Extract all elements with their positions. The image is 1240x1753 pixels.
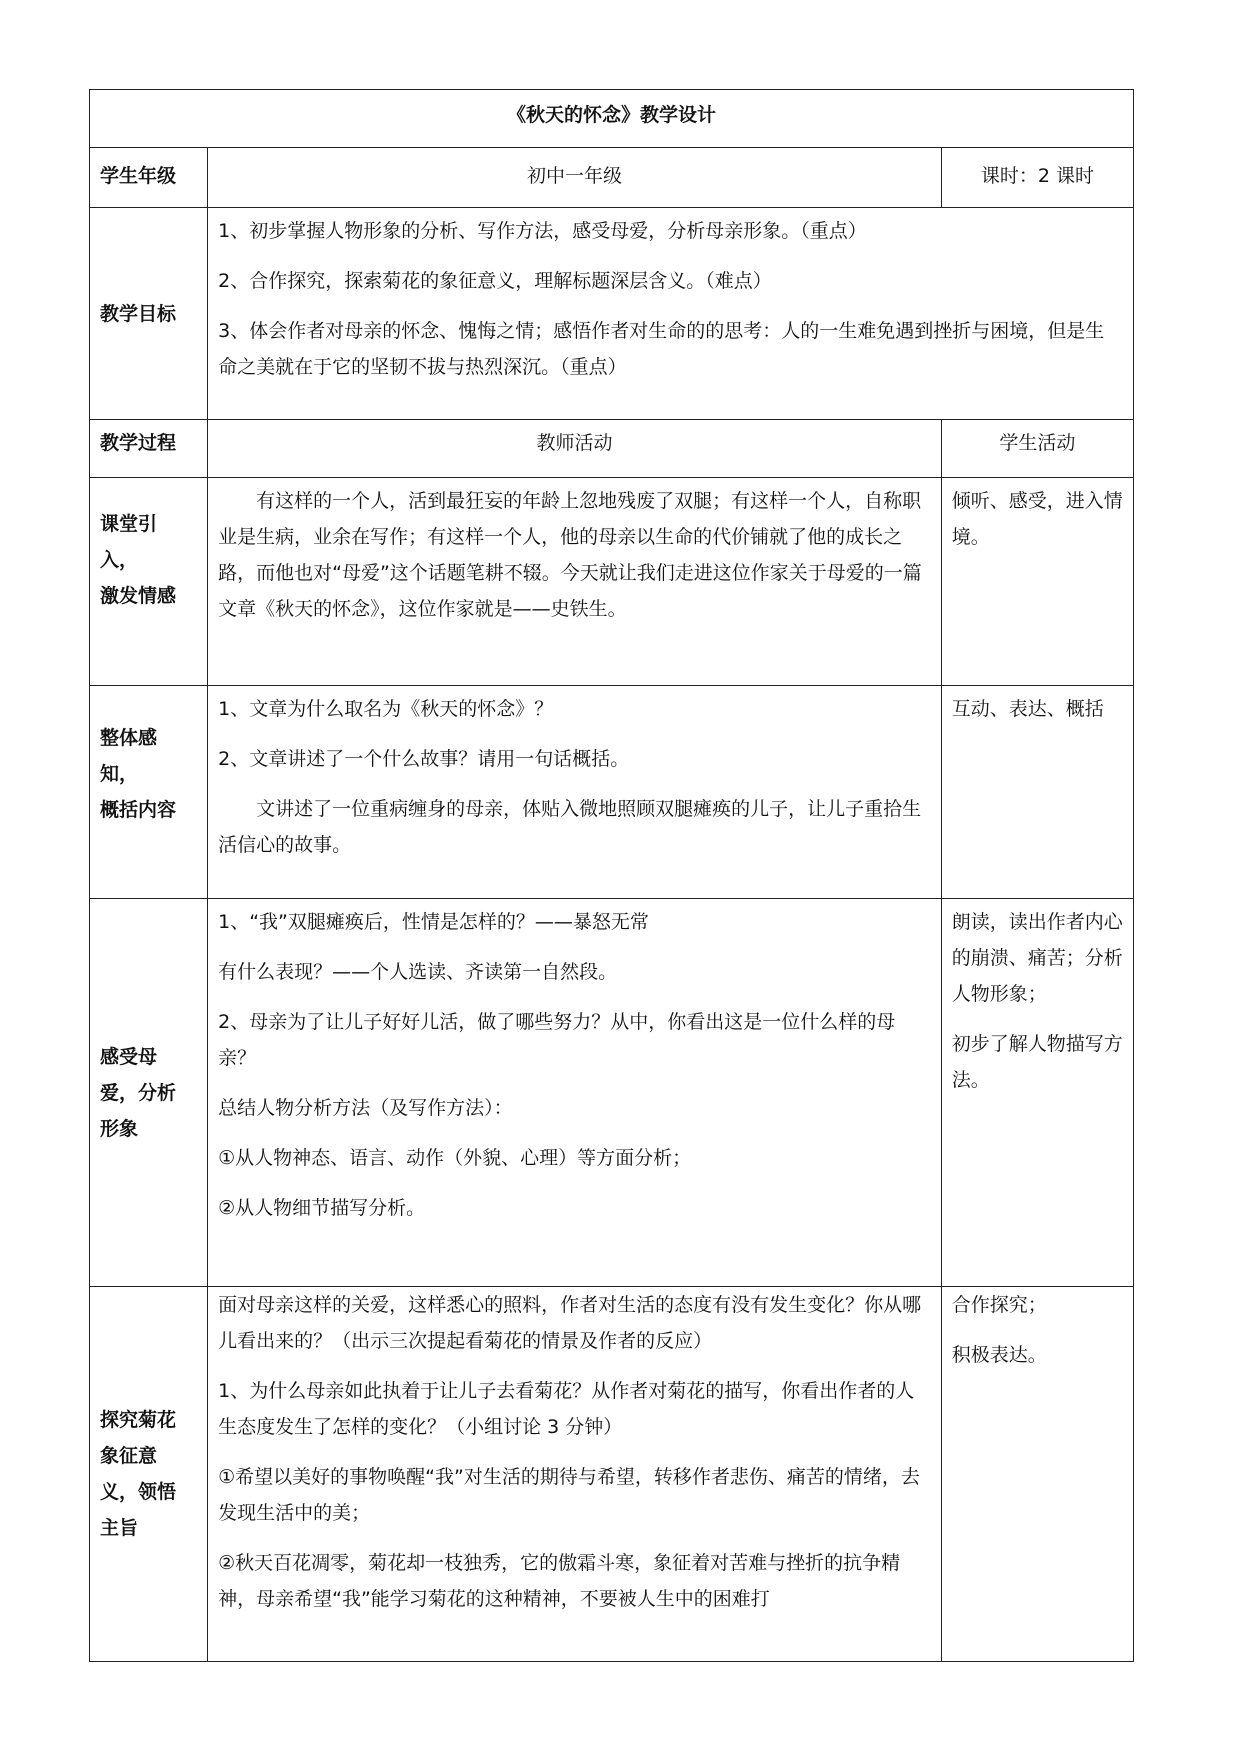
- section-row: [90, 899, 1134, 1287]
- section-label-line: 形象: [100, 1117, 139, 1140]
- teacher-activity-header: 教师活动: [208, 420, 942, 478]
- teacher-paragraph: 2、文章讲述了一个什么故事？请用一句话概括。: [218, 748, 630, 770]
- teacher-paragraph: 文讲述了一位重病缠身的母亲，体贴入微地照顾双腿瘫痪的儿子，让儿子重拾生活信心的故事。: [218, 798, 922, 856]
- teacher-paragraph: ①从人物神态、语言、动作（外貌、心理）等方面分析；: [218, 1147, 692, 1169]
- goal-item: 2、合作探究，探索菊花的象征意义，理解标题深层含义。（难点）: [218, 270, 772, 292]
- teacher-activity: [208, 899, 942, 1287]
- section-row: [90, 1287, 1134, 1662]
- student-paragraph: 合作探究；: [951, 1294, 1047, 1316]
- section-row: [90, 478, 1134, 686]
- process-header-row: [90, 420, 1134, 478]
- section-label: [90, 899, 208, 1287]
- teacher-paragraph: 有这样的一个人，活到最狂妄的年龄上忽地残废了双腿；有这样一个人，自称职业是生病，业余在写作；有这样一个人，他的母亲以生命的代价铺就了他的成长之路，而他也对“母爱”这个话题笔耕不辍。今天就让我们走进这位作家关于母爱的一篇文章《秋天的怀念》，这位作家就是——史铁生。: [218, 490, 922, 620]
- section-label-line: 主旨: [100, 1517, 139, 1539]
- student-activity: [941, 1287, 1133, 1662]
- goals-content: [208, 208, 1134, 420]
- section-label-line: 整体感: [100, 727, 158, 749]
- lesson-plan-page: [89, 89, 1134, 1662]
- section-label-line: 激发情感: [100, 585, 177, 607]
- section-label-line: 课堂引: [100, 513, 158, 535]
- teacher-paragraph: ②秋天百花凋零，菊花却一枝独秀，它的傲霜斗寒，象征着对苦难与挫折的抗争精神，母亲希望“我”能学习菊花的这种精神，不要被人生中的困难打: [218, 1552, 901, 1610]
- section-label-line: 入，: [100, 549, 139, 571]
- student-activity: [941, 478, 1133, 686]
- teacher-activity: [208, 478, 942, 686]
- teacher-paragraph: 1、“我”双腿瘫痪后，性情是怎样的？——暴怒无常: [218, 911, 649, 933]
- section-label-line: 概括内容: [100, 799, 177, 821]
- title-row: [90, 90, 1134, 148]
- student-paragraph: 互动、表达、概括: [951, 698, 1104, 720]
- student-paragraph: 倾听、感受，进入情境。: [951, 490, 1123, 548]
- teacher-paragraph: 1、文章为什么取名为《秋天的怀念》？: [218, 698, 554, 720]
- section-label-line: 感受母: [100, 1045, 158, 1068]
- teacher-activity: [208, 686, 942, 899]
- section-label: [90, 1287, 208, 1662]
- grade-label: 学生年级: [90, 148, 208, 208]
- teacher-paragraph: 2、母亲为了让儿子好好儿活，做了哪些努力？从中，你看出这是一位什么样的母亲？: [218, 1011, 896, 1069]
- section-row: [90, 686, 1134, 899]
- document-title: 《秋天的怀念》教学设计: [90, 90, 1134, 148]
- teacher-paragraph: 面对母亲这样的关爱，这样悉心的照料，作者对生活的态度有没有发生变化？你从哪儿看出来的？（出示三次提起看菊花的情景及作者的反应）: [218, 1294, 922, 1352]
- teacher-paragraph: ②从人物细节描写分析。: [218, 1197, 426, 1219]
- section-label-line: 爱，分析: [100, 1081, 177, 1104]
- student-activity-header: 学生活动: [941, 420, 1133, 478]
- section-label-line: 义，领悟: [100, 1481, 177, 1503]
- student-paragraph: 朗读，读出作者内心的崩溃、痛苦；分析人物形象；: [951, 911, 1123, 1005]
- teacher-paragraph: 1、为什么母亲如此执着于让儿子去看菊花？从作者对菊花的描写，你看出作者的人生态度发生了怎样的变化？（小组讨论 3 分钟）: [218, 1380, 915, 1438]
- class-hours: 课时：2 课时: [941, 148, 1133, 208]
- goals-label: 教学目标: [90, 208, 208, 420]
- goals-row: [90, 208, 1134, 420]
- student-paragraph: 初步了解人物描写方法。: [951, 1033, 1123, 1091]
- section-label: [90, 686, 208, 899]
- grade-row: [90, 148, 1134, 208]
- lesson-plan-table: [89, 89, 1134, 1662]
- grade-value: 初中一年级: [208, 148, 942, 208]
- student-activity: [941, 899, 1133, 1287]
- process-label: 教学过程: [90, 420, 208, 478]
- section-label: [90, 478, 208, 686]
- goal-item: 3、体会作者对母亲的怀念、愧悔之情；感悟作者对生命的的思考：人的一生难免遇到挫折与困境，但是生命之美就在于它的坚韧不拔与热烈深沉。（重点）: [218, 320, 1105, 378]
- student-paragraph: 积极表达。: [951, 1344, 1047, 1366]
- teacher-activity: [208, 1287, 942, 1662]
- teacher-paragraph: ①希望以美好的事物唤醒“我”对生活的期待与希望，转移作者悲伤、痛苦的情绪，去发现生活中的美；: [218, 1466, 920, 1524]
- teacher-paragraph: 总结人物分析方法（及写作方法）：: [218, 1097, 513, 1119]
- section-label-line: 象征意: [100, 1445, 158, 1467]
- section-label-line: 探究菊花: [100, 1409, 177, 1431]
- goal-item: 1、初步掌握人物形象的分析、写作方法，感受母爱，分析母亲形象。（重点）: [218, 220, 867, 242]
- teacher-paragraph: 有什么表现？——个人选读、齐读第一自然段。: [218, 961, 618, 983]
- section-label-line: 知，: [100, 763, 139, 785]
- student-activity: [941, 686, 1133, 899]
